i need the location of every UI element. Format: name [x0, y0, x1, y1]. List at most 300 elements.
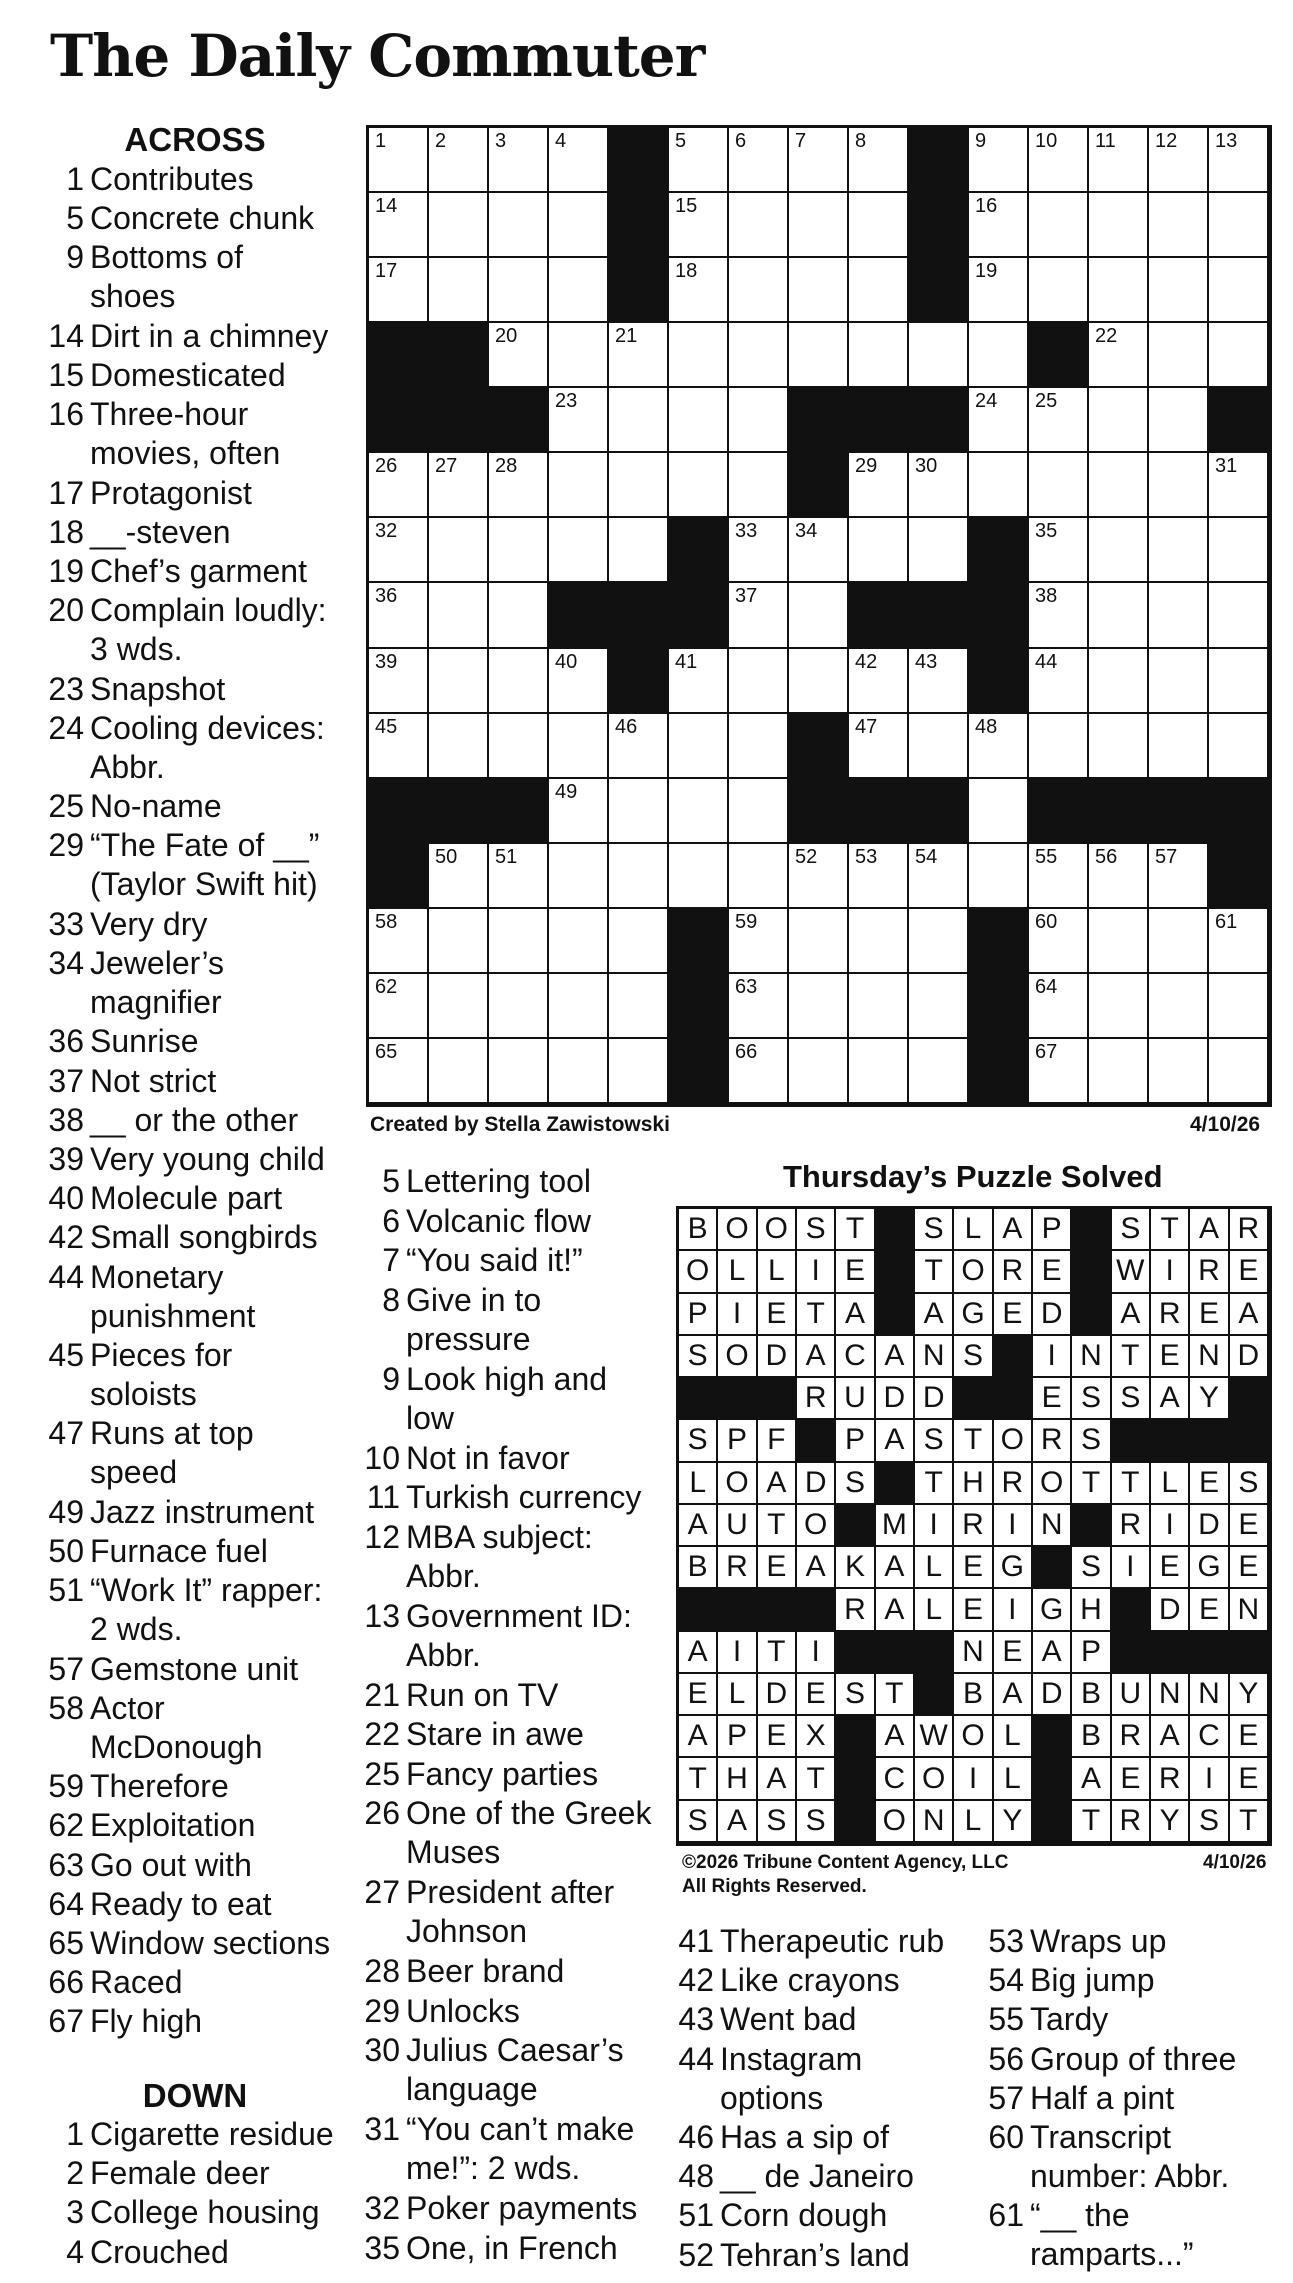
solved-letter: M	[881, 1507, 907, 1541]
grid-cell[interactable]	[429, 258, 489, 323]
grid-cell[interactable]	[849, 128, 909, 193]
grid-cell[interactable]	[1149, 1039, 1209, 1104]
grid-cell[interactable]	[369, 583, 429, 648]
solved-cell	[954, 1674, 993, 1716]
grid-cell[interactable]	[969, 193, 1029, 258]
grid-cell[interactable]	[789, 193, 849, 258]
grid-cell[interactable]	[1089, 193, 1149, 258]
grid-cell[interactable]	[1209, 323, 1269, 388]
grid-cell[interactable]	[1149, 844, 1209, 909]
grid-cell[interactable]	[849, 323, 909, 388]
solved-cell	[954, 1505, 993, 1547]
grid-cell[interactable]	[429, 909, 489, 974]
grid-cell[interactable]	[549, 518, 609, 583]
grid-cell[interactable]	[609, 323, 669, 388]
grid-cell[interactable]	[1209, 518, 1269, 583]
solved-cell	[718, 1336, 757, 1378]
clue-text	[90, 1806, 255, 1845]
clue-item	[40, 2193, 320, 2232]
grid-cell[interactable]	[1149, 714, 1209, 779]
grid-cell[interactable]	[549, 649, 609, 714]
grid-cell[interactable]	[1149, 193, 1209, 258]
grid-cell[interactable]	[1029, 714, 1089, 779]
solved-cell	[954, 1336, 993, 1378]
grid-cell[interactable]	[369, 974, 429, 1039]
solved-letter: D	[1237, 1338, 1260, 1372]
clue-item	[668, 2236, 910, 2275]
grid-cell[interactable]	[789, 1039, 849, 1104]
solved-letter: E	[766, 1550, 787, 1584]
solved-letter: Y	[1238, 1677, 1259, 1711]
grid-cell[interactable]	[1089, 974, 1149, 1039]
grid-cell[interactable]	[849, 649, 909, 714]
grid-cell[interactable]	[789, 583, 849, 648]
grid-cell[interactable]	[1209, 128, 1269, 193]
grid-cell[interactable]	[789, 128, 849, 193]
cell-number: 58	[375, 910, 398, 933]
grid-cell[interactable]	[1089, 583, 1149, 648]
grid-cell[interactable]	[489, 128, 549, 193]
grid-cell[interactable]	[1149, 974, 1209, 1039]
solved-letter: A	[1002, 1212, 1023, 1246]
cell-number: 12	[1155, 130, 1178, 152]
solved-letter: T	[963, 1423, 983, 1457]
grid-cell[interactable]	[669, 649, 729, 714]
clue-item	[40, 199, 314, 238]
solved-cell	[954, 1589, 993, 1631]
grid-cell[interactable]	[549, 388, 609, 453]
grid-cell[interactable]	[1029, 649, 1089, 714]
clue-text	[406, 1439, 570, 1478]
grid-cell[interactable]	[429, 453, 489, 518]
grid-cell[interactable]	[1209, 193, 1269, 258]
grid-cell[interactable]	[429, 974, 489, 1039]
solved-cell	[797, 1632, 836, 1674]
black-square	[909, 779, 969, 844]
grid-cell[interactable]	[489, 583, 549, 648]
grid-cell[interactable]	[909, 1039, 969, 1104]
clue-number: 39	[48, 1141, 84, 1177]
grid-cell[interactable]	[1029, 258, 1089, 323]
grid-cell[interactable]	[549, 323, 609, 388]
grid-cell[interactable]	[549, 909, 609, 974]
grid-cell[interactable]	[1029, 193, 1089, 258]
grid-cell[interactable]	[669, 714, 729, 779]
grid-cell[interactable]	[789, 909, 849, 974]
grid-cell[interactable]	[549, 128, 609, 193]
grid-cell[interactable]	[849, 844, 909, 909]
grid-cell[interactable]	[1029, 844, 1089, 909]
grid-cell[interactable]	[729, 323, 789, 388]
solved-letter: I	[1126, 1550, 1135, 1584]
grid-cell[interactable]	[609, 1039, 669, 1104]
grid-cell[interactable]	[1029, 453, 1089, 518]
solved-cell	[1230, 1505, 1269, 1547]
grid-cell[interactable]	[729, 453, 789, 518]
grid-cell[interactable]	[1029, 583, 1089, 648]
clue-item	[668, 1961, 900, 2000]
grid-cell[interactable]	[789, 974, 849, 1039]
solved-letter: G	[1039, 1592, 1064, 1626]
solved-letter: P	[726, 1719, 747, 1753]
grid-cell[interactable]	[789, 518, 849, 583]
solved-black-square	[836, 1758, 875, 1800]
solved-letter: E	[1238, 1719, 1259, 1753]
grid-cell[interactable]	[1089, 714, 1149, 779]
grid-cell[interactable]	[609, 714, 669, 779]
grid-cell[interactable]	[849, 518, 909, 583]
grid-cell[interactable]	[849, 453, 909, 518]
clue-text-line: Not in favor	[406, 1439, 570, 1476]
grid-cell[interactable]	[1089, 649, 1149, 714]
clue-text	[90, 944, 224, 1022]
clue-text-line: Instagram	[720, 2040, 863, 2077]
grid-cell[interactable]	[789, 649, 849, 714]
grid-cell[interactable]	[609, 779, 669, 844]
grid-cell[interactable]	[1029, 909, 1089, 974]
grid-cell[interactable]	[549, 974, 609, 1039]
grid-cell[interactable]	[729, 779, 789, 844]
clue-number: 29	[48, 827, 84, 864]
grid-cell[interactable]	[669, 779, 729, 844]
grid-cell[interactable]	[789, 258, 849, 323]
grid-cell[interactable]	[969, 258, 1029, 323]
solved-cell	[679, 1336, 718, 1378]
solved-letter: G	[961, 1296, 985, 1330]
grid-cell[interactable]	[969, 779, 1029, 844]
grid-cell[interactable]	[909, 974, 969, 1039]
clue-text	[90, 1140, 325, 1179]
grid-cell[interactable]	[909, 518, 969, 583]
grid-cell[interactable]	[549, 1039, 609, 1104]
solved-cell	[954, 1547, 993, 1589]
solved-letter: T	[1081, 1803, 1101, 1837]
grid-cell[interactable]	[909, 909, 969, 974]
grid-cell[interactable]	[849, 974, 909, 1039]
grid-cell[interactable]	[1089, 844, 1149, 909]
solved-cell	[718, 1251, 757, 1293]
solved-cell	[797, 1801, 836, 1843]
grid-cell[interactable]	[849, 714, 909, 779]
grid-cell[interactable]	[489, 909, 549, 974]
grid-cell[interactable]	[669, 323, 729, 388]
grid-cell[interactable]	[609, 909, 669, 974]
clue-text	[90, 1532, 268, 1571]
solved-cell	[994, 1505, 1033, 1547]
grid-cell[interactable]	[1089, 1039, 1149, 1104]
solved-black-square	[1072, 1505, 1111, 1547]
grid-cell[interactable]	[369, 193, 429, 258]
grid-cell[interactable]	[729, 649, 789, 714]
clue-item	[40, 1258, 255, 1336]
grid-cell[interactable]	[489, 323, 549, 388]
solved-letter: P	[1041, 1212, 1062, 1246]
solved-cell	[954, 1801, 993, 1843]
puzzle-credit: Created by Stella Zawistowski	[370, 1113, 670, 1136]
grid-cell[interactable]	[729, 714, 789, 779]
grid-cell[interactable]	[429, 1039, 489, 1104]
grid-cell[interactable]	[909, 323, 969, 388]
grid-cell[interactable]	[969, 844, 1029, 909]
grid-cell[interactable]	[669, 388, 729, 453]
black-square	[429, 779, 489, 844]
grid-cell[interactable]	[1149, 649, 1209, 714]
grid-cell[interactable]	[1209, 258, 1269, 323]
grid-cell[interactable]	[1089, 323, 1149, 388]
clue-text	[90, 1258, 255, 1336]
clue-text	[90, 2002, 202, 2041]
solved-letter: N	[1198, 1677, 1220, 1711]
solved-cell	[836, 1589, 875, 1631]
grid-cell[interactable]	[549, 779, 609, 844]
grid-cell[interactable]	[1029, 388, 1089, 453]
grid-cell[interactable]	[429, 844, 489, 909]
clue-number: 6	[382, 1202, 400, 1239]
clue-number: 37	[48, 1062, 84, 1099]
cell-number: 23	[555, 390, 578, 413]
clue-number: 57	[988, 2079, 1024, 2116]
solved-cell	[954, 1294, 993, 1336]
grid-cell[interactable]	[369, 453, 429, 518]
solved-letter: R	[1158, 1761, 1181, 1795]
grid-cell[interactable]	[609, 974, 669, 1039]
grid-cell[interactable]	[549, 453, 609, 518]
grid-cell[interactable]	[669, 258, 729, 323]
grid-cell[interactable]	[969, 714, 1029, 779]
grid-cell[interactable]	[729, 844, 789, 909]
solved-cell	[836, 1378, 875, 1420]
clue-text-line: Ready to eat	[90, 1885, 272, 1922]
grid-cell[interactable]	[609, 453, 669, 518]
clue-text	[406, 1360, 607, 1438]
solved-letter: I	[968, 1761, 978, 1795]
grid-cell[interactable]	[849, 1039, 909, 1104]
grid-cell[interactable]	[1149, 388, 1209, 453]
grid-cell[interactable]	[369, 518, 429, 583]
solved-cell	[679, 1674, 718, 1716]
grid-cell[interactable]	[909, 649, 969, 714]
grid-cell[interactable]	[729, 974, 789, 1039]
clue-item	[40, 1924, 330, 1963]
grid-cell[interactable]	[489, 844, 549, 909]
grid-cell[interactable]	[849, 193, 909, 258]
grid-cell[interactable]	[1209, 649, 1269, 714]
grid-cell[interactable]	[729, 258, 789, 323]
grid-cell[interactable]	[549, 193, 609, 258]
clue-item	[360, 1439, 570, 1478]
grid-cell[interactable]	[369, 649, 429, 714]
clue-item	[40, 1022, 199, 1061]
solved-cell	[836, 1420, 875, 1462]
grid-cell[interactable]	[549, 258, 609, 323]
grid-cell[interactable]	[669, 128, 729, 193]
solved-cell	[797, 1547, 836, 1589]
clue-number: 25	[48, 788, 84, 825]
grid-cell[interactable]	[549, 844, 609, 909]
solved-black-square	[679, 1378, 718, 1420]
grid-cell[interactable]	[969, 323, 1029, 388]
grid-cell[interactable]	[1209, 583, 1269, 648]
grid-cell[interactable]	[729, 193, 789, 258]
grid-cell[interactable]	[849, 909, 909, 974]
grid-cell[interactable]	[969, 388, 1029, 453]
grid-cell[interactable]	[429, 128, 489, 193]
grid-cell[interactable]	[789, 844, 849, 909]
grid-cell[interactable]	[1149, 323, 1209, 388]
grid-cell[interactable]	[729, 518, 789, 583]
grid-cell[interactable]	[729, 128, 789, 193]
crossword-grid[interactable]	[366, 125, 1272, 1107]
grid-cell[interactable]	[489, 518, 549, 583]
black-square	[609, 128, 669, 193]
solved-letter: D	[922, 1381, 945, 1415]
grid-cell[interactable]	[1149, 909, 1209, 974]
solved-black-square	[915, 1674, 954, 1716]
grid-cell[interactable]	[909, 714, 969, 779]
grid-cell[interactable]	[1089, 258, 1149, 323]
solved-cell	[1151, 1674, 1190, 1716]
grid-cell[interactable]	[729, 583, 789, 648]
grid-cell[interactable]	[369, 128, 429, 193]
grid-cell[interactable]	[429, 583, 489, 648]
grid-cell[interactable]	[669, 193, 729, 258]
grid-cell[interactable]	[549, 714, 609, 779]
grid-cell[interactable]	[789, 323, 849, 388]
cell-number: 31	[1215, 455, 1238, 478]
grid-cell[interactable]	[609, 518, 669, 583]
clue-text-line: “The Fate of __”	[90, 827, 320, 864]
solved-letter: E	[1002, 1634, 1023, 1668]
grid-cell[interactable]	[489, 974, 549, 1039]
grid-cell[interactable]	[609, 388, 669, 453]
grid-cell[interactable]	[729, 1039, 789, 1104]
solved-letter: A	[726, 1803, 747, 1837]
grid-cell[interactable]	[1149, 258, 1209, 323]
solved-cell	[1230, 1294, 1269, 1336]
grid-cell[interactable]	[369, 714, 429, 779]
grid-cell[interactable]	[1209, 453, 1269, 518]
grid-cell[interactable]	[489, 453, 549, 518]
grid-cell[interactable]	[729, 909, 789, 974]
grid-cell[interactable]	[489, 714, 549, 779]
grid-cell[interactable]	[1209, 974, 1269, 1039]
grid-cell[interactable]	[369, 909, 429, 974]
clue-text	[90, 1414, 254, 1492]
grid-cell[interactable]	[609, 844, 669, 909]
solved-letter: X	[805, 1719, 826, 1753]
black-square	[789, 453, 849, 518]
grid-cell[interactable]	[1209, 714, 1269, 779]
black-square	[909, 193, 969, 258]
grid-cell[interactable]	[429, 714, 489, 779]
clue-text-line: __ de Janeiro	[720, 2158, 914, 2195]
solved-letter: R	[1001, 1465, 1024, 1499]
grid-cell[interactable]	[1149, 583, 1209, 648]
grid-cell[interactable]	[489, 258, 549, 323]
grid-cell[interactable]	[369, 1039, 429, 1104]
clue-text	[90, 1022, 199, 1061]
clue-text	[406, 2229, 618, 2268]
grid-cell[interactable]	[489, 649, 549, 714]
grid-cell[interactable]	[1209, 1039, 1269, 1104]
clue-item	[40, 1414, 254, 1492]
clue-text-line: “You can’t make	[406, 2111, 635, 2147]
grid-cell[interactable]	[1089, 518, 1149, 583]
clue-number: 12	[364, 1518, 400, 1555]
clue-text-line: pressure	[406, 1320, 531, 1357]
grid-cell[interactable]	[909, 844, 969, 909]
grid-cell[interactable]	[1149, 453, 1209, 518]
solved-cell	[994, 1589, 1033, 1631]
solved-letter: U	[844, 1381, 866, 1415]
clue-text	[720, 1922, 944, 1961]
solved-black-square	[1112, 1632, 1151, 1674]
clue-number: 1	[66, 161, 84, 197]
grid-cell[interactable]	[429, 649, 489, 714]
grid-cell[interactable]	[849, 258, 909, 323]
solved-letter: S	[1120, 1381, 1141, 1415]
grid-cell[interactable]	[1029, 974, 1089, 1039]
grid-cell[interactable]	[489, 1039, 549, 1104]
black-square	[969, 909, 1029, 974]
grid-cell[interactable]	[969, 453, 1029, 518]
clue-number: 13	[364, 1597, 400, 1634]
grid-cell[interactable]	[1089, 128, 1149, 193]
grid-cell[interactable]	[489, 193, 549, 258]
grid-cell[interactable]	[669, 453, 729, 518]
clue-number: 22	[364, 1716, 400, 1752]
grid-cell[interactable]	[429, 193, 489, 258]
grid-cell[interactable]	[1029, 128, 1089, 193]
clue-item	[40, 395, 280, 473]
clue-number: 58	[48, 1689, 84, 1726]
solved-cell	[915, 1420, 954, 1462]
solved-letter: L	[767, 1254, 785, 1288]
clue-text-line: Big jump	[1030, 1962, 1155, 1999]
solved-black-square	[1033, 1801, 1072, 1843]
solved-cell	[876, 1716, 915, 1758]
solved-letter: L	[1003, 1761, 1021, 1795]
solved-black-square	[836, 1632, 875, 1674]
clue-text	[406, 1952, 564, 1991]
solved-letter: D	[1198, 1507, 1220, 1541]
clue-item	[360, 1241, 583, 1280]
grid-cell[interactable]	[909, 453, 969, 518]
grid-cell[interactable]	[1149, 128, 1209, 193]
solved-letter: N	[1040, 1507, 1063, 1541]
grid-cell[interactable]	[1089, 388, 1149, 453]
grid-cell[interactable]	[1089, 453, 1149, 518]
grid-cell[interactable]	[1149, 518, 1209, 583]
solved-black-square	[1151, 1632, 1190, 1674]
grid-cell[interactable]	[1089, 909, 1149, 974]
grid-cell[interactable]	[369, 258, 429, 323]
clue-number: 59	[48, 1768, 84, 1805]
cell-number: 40	[555, 650, 578, 673]
grid-cell[interactable]	[429, 518, 489, 583]
grid-cell[interactable]	[969, 128, 1029, 193]
clue-item	[40, 1689, 263, 1767]
solved-letter: T	[1160, 1212, 1179, 1246]
grid-cell[interactable]	[1029, 1039, 1089, 1104]
clue-text-line: Turkish currency	[406, 1479, 642, 1515]
solved-cell	[758, 1758, 797, 1800]
grid-cell[interactable]	[669, 844, 729, 909]
grid-cell[interactable]	[729, 388, 789, 453]
solved-letter: B	[962, 1677, 983, 1711]
grid-cell[interactable]	[1029, 518, 1089, 583]
grid-cell[interactable]	[1209, 909, 1269, 974]
